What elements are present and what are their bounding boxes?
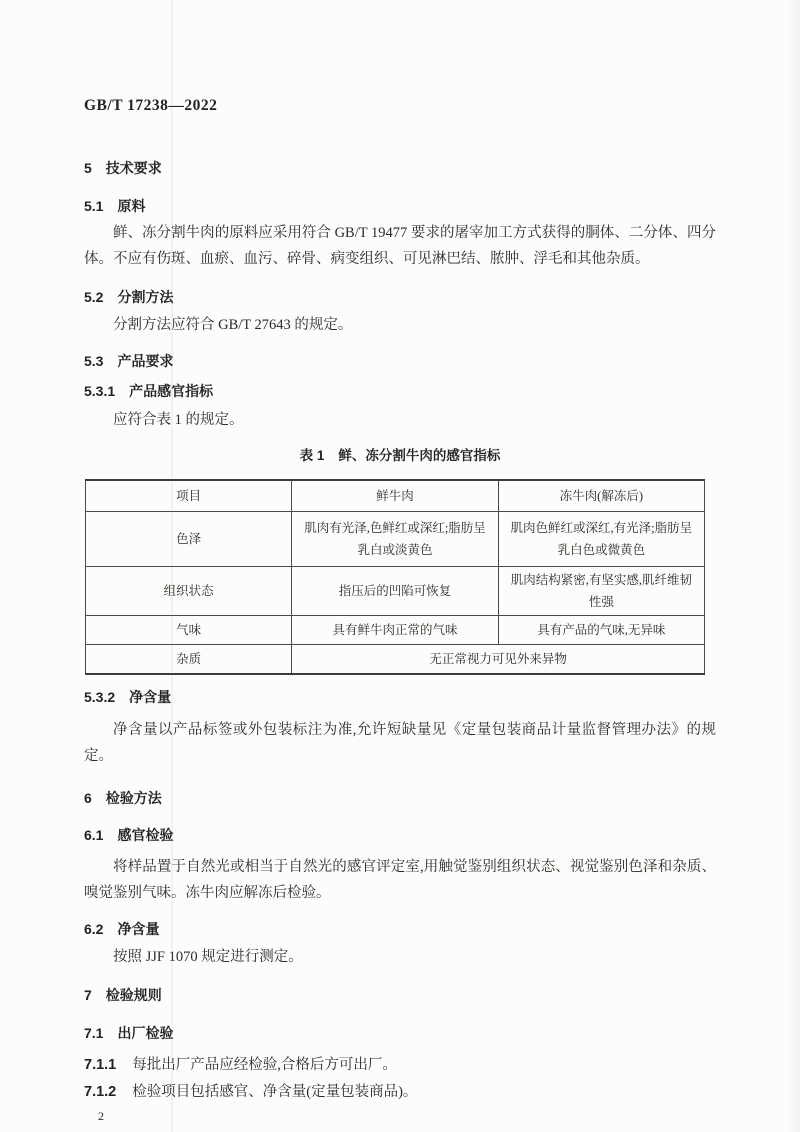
clause-number: 7.1.2 [84, 1083, 117, 1100]
table-cell-fresh: 指压后的凹陷可恢复 [292, 567, 498, 616]
section-title: 出厂检验 [117, 1024, 174, 1041]
table-cell-item: 组织状态 [86, 567, 292, 616]
table-cell-fresh: 肌肉有光泽,色鲜红或深红;脂肪呈乳白或淡黄色 [292, 512, 498, 567]
paragraph-5-2: 分割方法应符合 GB/T 27643 的规定。 [113, 317, 353, 333]
section-number: 6.1 [84, 827, 104, 843]
section-heading-5-2 [84, 289, 716, 305]
section-heading-5 [84, 160, 716, 176]
section-number: 5.3.2 [84, 689, 116, 705]
table-row [86, 616, 705, 645]
page-number: 2 [98, 1108, 104, 1123]
clause-text: 每批出厂产品应经检验,合格后方可出厂。 [132, 1056, 397, 1073]
section-heading-6-1 [84, 827, 716, 843]
paragraph-6-2: 按照 JJF 1070 规定进行测定。 [113, 948, 303, 965]
paragraph-5-3-1: 应符合表 1 的规定。 [113, 411, 244, 428]
table-caption-label: 表 1 [299, 448, 325, 463]
table-row [86, 512, 705, 567]
table-cell-merged: 无正常视力可见外来异物 [292, 645, 705, 675]
section-number: 6.2 [84, 920, 104, 937]
section-heading-5-3-1 [84, 383, 716, 399]
clause-text: 检验项目包括感官、净含量(定量包装商品)。 [132, 1083, 418, 1100]
table-cell-frozen: 肌肉色鲜红或深红,有光泽;脂肪呈乳白色或微黄色 [498, 512, 704, 567]
paragraph-5-3-2: 净含量以产品标签或外包装标注为准,允许短缺量见《定量包装商品计量监督管理办法》的规定。 [84, 722, 716, 764]
paragraph-6-1: 将样品置于自然光或相当于自然光的感官评定室,用触觉鉴别组织状态、视觉鉴别色泽和杂质、嗅觉鉴别气味。冻牛肉应解冻后检验。 [84, 859, 716, 901]
section-title: 检验方法 [105, 790, 162, 806]
section-number: 5.3.1 [84, 382, 116, 399]
table-cell-item: 色泽 [86, 512, 292, 567]
clause-7-1-1 [84, 1052, 716, 1078]
section-title: 原料 [117, 198, 146, 214]
standard-code: GB/T 17238—2022 [84, 97, 218, 114]
table-caption-title: 鲜、冻分割牛肉的感官指标 [338, 448, 501, 463]
section-number: 5.3 [84, 352, 104, 369]
scan-edge-shade [786, 0, 800, 1132]
section-number: 5.2 [84, 289, 104, 305]
section-number: 6 [84, 790, 92, 806]
table-row [86, 645, 705, 675]
table-header-cell: 鲜牛肉 [292, 480, 498, 512]
table-cell-item: 杂质 [86, 645, 292, 675]
section-title: 产品感官指标 [129, 382, 214, 399]
section-number: 7 [84, 986, 92, 1003]
section-heading-7-1 [84, 1025, 716, 1041]
section-title: 技术要求 [105, 160, 162, 176]
section-title: 产品要求 [117, 352, 174, 369]
sensory-indicator-table [85, 479, 705, 675]
table-cell-frozen: 具有产品的气味,无异味 [498, 616, 704, 645]
paragraph-5-1: 鲜、冻分割牛肉的原料应采用符合 GB/T 19477 要求的屠宰加工方式获得的胴体、二分体、四分体。不应有伤斑、血瘀、血污、碎骨、病变组织、可见淋巴结、脓肿、浮毛和其他杂质。 [84, 225, 716, 267]
section-title: 净含量 [129, 689, 172, 705]
section-heading-7 [84, 987, 716, 1003]
section-number: 7.1 [84, 1024, 104, 1041]
table-caption [84, 447, 716, 465]
table-cell-frozen: 肌肉结构紧密,有坚实感,肌纤维韧性强 [498, 567, 704, 616]
table-header-cell: 项目 [86, 480, 292, 512]
table-header-row [86, 480, 705, 512]
section-heading-6-2 [84, 921, 716, 937]
section-title: 感官检验 [117, 827, 174, 843]
table-cell-item: 气味 [86, 616, 292, 645]
section-number: 5 [84, 160, 92, 176]
clause-number: 7.1.1 [84, 1056, 117, 1073]
section-heading-5-1 [84, 198, 716, 214]
section-heading-5-3 [84, 353, 716, 369]
section-number: 5.1 [84, 198, 104, 214]
section-heading-6 [84, 790, 716, 806]
section-title: 净含量 [117, 920, 160, 937]
section-heading-5-3-2 [84, 689, 716, 705]
table-cell-fresh: 具有鲜牛肉正常的气味 [292, 616, 498, 645]
table-header-cell: 冻牛肉(解冻后) [498, 480, 704, 512]
clause-7-1-2 [84, 1079, 716, 1105]
table-row [86, 567, 705, 616]
section-title: 检验规则 [105, 986, 162, 1003]
section-title: 分割方法 [117, 289, 174, 305]
